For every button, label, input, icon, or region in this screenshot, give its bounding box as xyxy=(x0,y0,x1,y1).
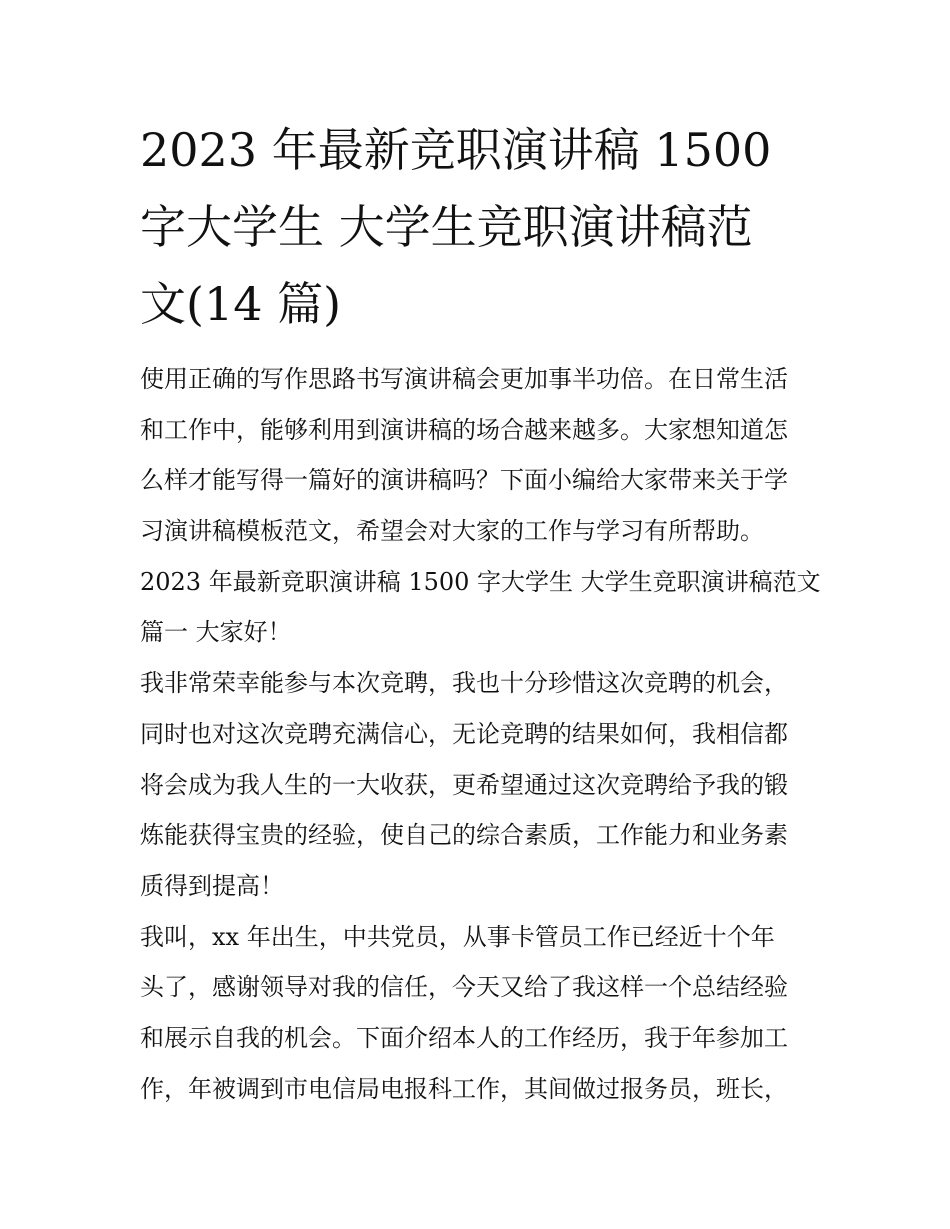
document-body xyxy=(140,354,830,1114)
body-line: 将会成为我人生的一大收获，更希望通过这次竞聘给予我的锻 xyxy=(140,770,788,799)
title-line: 文(14 篇) xyxy=(140,277,342,331)
body-line: 炼能获得宝贵的经验，使自己的综合素质，工作能力和业务素 xyxy=(140,821,788,850)
body-line: 篇一 大家好！ xyxy=(140,618,292,647)
document-title xyxy=(140,112,820,343)
body-line: 和展示自我的机会。下面介绍本人的工作经历，我于年参加工 xyxy=(140,1023,788,1052)
body-line: 和工作中，能够利用到演讲稿的场合越来越多。大家想知道怎 xyxy=(140,415,788,444)
body-line: 头了，感谢领导对我的信任，今天又给了我这样一个总结经验 xyxy=(140,973,788,1002)
body-line: 使用正确的写作思路书写演讲稿会更加事半功倍。在日常生活 xyxy=(140,365,788,393)
title-line: 字大学生 大学生竞职演讲稿范 xyxy=(140,200,753,254)
body-line: 同时也对这次竞聘充满信心，无论竞聘的结果如何，我相信都 xyxy=(140,719,788,748)
title-line: 2023 年最新竞职演讲稿 1500 xyxy=(140,123,772,177)
body-line: 么样才能写得一篇好的演讲稿吗？下面小编给大家带来关于学 xyxy=(140,466,788,495)
body-line: 质得到提高！ xyxy=(140,871,284,900)
body-line: 2023 年最新竞职演讲稿 1500 字大学生 大学生竞职演讲稿范文 xyxy=(140,567,821,596)
body-line: 我叫，xx 年出生，中共党员，从事卡管员工作已经近十个年 xyxy=(140,922,775,951)
body-line: 习演讲稿模板范文，希望会对大家的工作与学习有所帮助。 xyxy=(140,517,764,546)
body-line: 我非常荣幸能参与本次竞聘，我也十分珍惜这次竞聘的机会， xyxy=(140,669,788,698)
body-line: 作，年被调到市电信局电报科工作，其间做过报务员，班长， xyxy=(140,1074,788,1103)
